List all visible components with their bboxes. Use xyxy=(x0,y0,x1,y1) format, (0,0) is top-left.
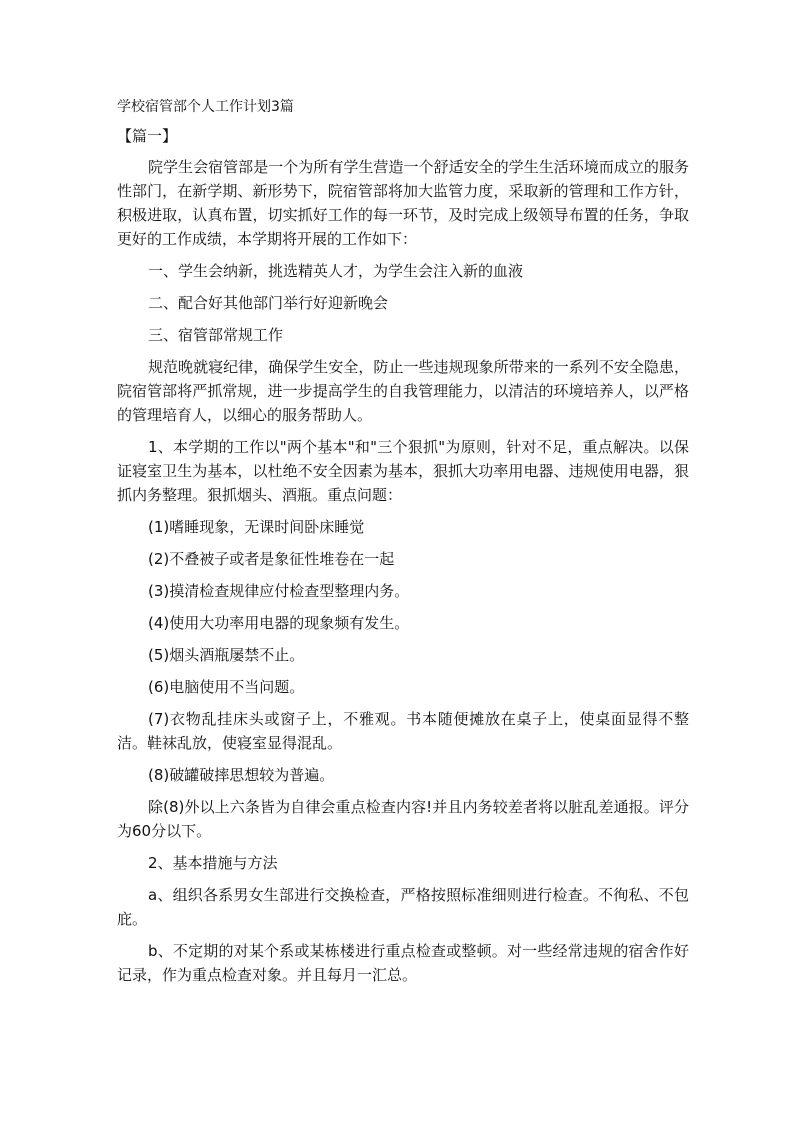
discipline-paragraph: 规范晚就寝纪律，确保学生安全，防止一些违规现象所带来的一系列不安全隐患，院宿管部将严抓常规，进一步提高学生的自我管理能力，以清洁的环境培养人，以严格的管理培育人，以细心的服务帮助人。 xyxy=(117,358,689,424)
problem-item-3: (3)摸清检查规律应付检查型整理内务。 xyxy=(148,582,410,600)
measure-b-paragraph: b、不定期的对某个系或某栋楼进行重点检查或整顿。对一些经常违规的宿舍作好记录，作为重点检查对象。并且每月一汇总。 xyxy=(117,942,689,984)
problem-item-4: (4)使用大功率用电器的现象频有发生。 xyxy=(148,614,410,632)
document-title: 学校宿管部个人工作计划3篇 xyxy=(117,99,294,115)
document-page xyxy=(117,97,689,995)
list-item-welcome-party: 二、配合好其他部门举行好迎新晚会 xyxy=(148,294,389,312)
inspection-note-paragraph: 除(8)外以上六条皆为自律会重点检查内容!并且内务较差者将以脏乱差通报。评分为60分以下。 xyxy=(117,798,689,840)
list-item-routine-work: 三、宿管部常规工作 xyxy=(148,326,284,344)
problem-item-7: (7)衣物乱挂床头或窗子上，不雅观。书本随便摊放在桌子上，使桌面显得不整洁。鞋袜乱放，使寝室显得混乱。 xyxy=(117,710,689,752)
principles-paragraph: 1、本学期的工作以"两个基本"和"三个狠抓"为原则，针对不足，重点解决。以保证寝室卫生为基本，以杜绝不安全因素为基本，狠抓大功率用电器、违规使用电器，狠抓内务整理。狠抓烟头、酒瓶。重点问题： xyxy=(117,438,689,504)
problem-item-5: (5)烟头酒瓶屡禁不止。 xyxy=(148,646,305,664)
section-heading: 【篇一】 xyxy=(117,127,178,145)
problem-item-8: (8)破罐破摔思想较为普遍。 xyxy=(148,766,335,784)
intro-paragraph: 院学生会宿管部是一个为所有学生营造一个舒适安全的学生生活环境而成立的服务性部门，在新学期、新形势下，院宿管部将加大监管力度，采取新的管理和工作方针，积极进取，认真布置，切实抓好工作的每一环节，及时完成上级领导布置的任务，争取更好的工作成绩，本学期将开展的工作如下： xyxy=(117,158,689,248)
problem-item-1: (1)嗜睡现象，无课时间卧床睡觉 xyxy=(148,518,365,536)
problem-item-6: (6)电脑使用不当问题。 xyxy=(148,678,305,696)
problem-item-2: (2)不叠被子或者是象征性堆卷在一起 xyxy=(148,550,395,568)
measure-a-paragraph: a、组织各系男女生部进行交换检查，严格按照标准细则进行检查。不徇私、不包庇。 xyxy=(117,886,689,928)
list-item-recruit: 一、学生会纳新，挑选精英人才，为学生会注入新的血液 xyxy=(148,262,524,280)
measures-heading: 2、基本措施与方法 xyxy=(148,854,278,872)
